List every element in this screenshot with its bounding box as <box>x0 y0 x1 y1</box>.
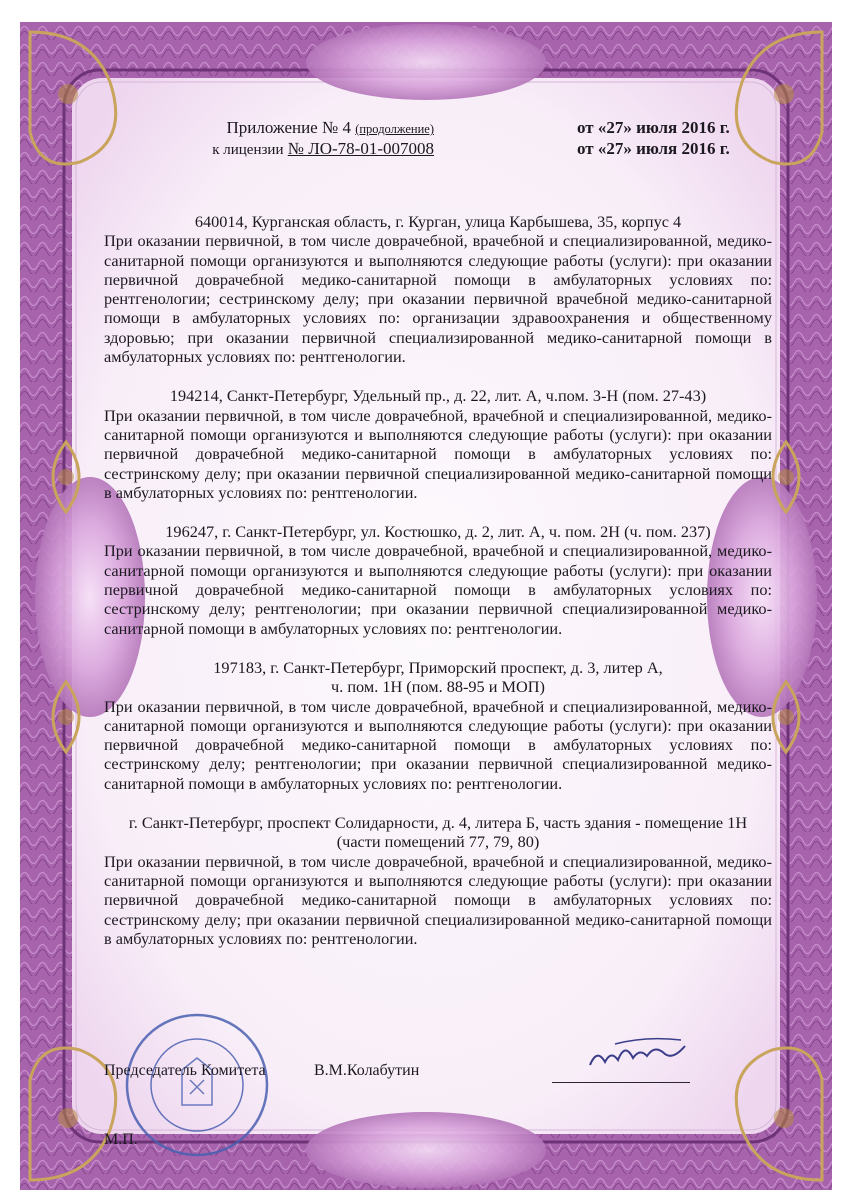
annex-note: (продолжение) <box>355 122 434 136</box>
official-stamp <box>122 1010 272 1160</box>
section-text: При оказании первичной, в том числе доврачебной, врачебной и специализированной, медико-санитарной помощи организуются и выполняются следующие работы (услуги): при оказании первичной доврачебной медико-санитарной помощи в амбулаторных условиях по: рентгенологии; сестринскому делу; при оказании первичной врачебной медико-санитарной помощи в амбулаторных условиях по: организации здравоохранения и общественному здоровью; при оказании первичной специализированной медико-санитарной помощи в амбулаторных условиях по: рентгенологии. <box>104 231 772 367</box>
section-5 <box>104 813 772 948</box>
section-2 <box>104 386 772 502</box>
section-address: 640014, Курганская область, г. Курган, улица Карбышева, 35, корпус 4 <box>194 212 682 231</box>
annex-date: от «27» июля 2016 г. <box>577 118 730 137</box>
seal-mark-label: М.П. <box>104 1131 138 1148</box>
signer-name: В.М.Колабутин <box>314 1062 420 1079</box>
license-header-row <box>104 139 772 160</box>
section-address: 197183, г. Санкт-Петербург, Приморский проспект, д. 3, литер А, <box>213 657 663 677</box>
document-body <box>104 118 772 948</box>
section-address: 196247, г. Санкт-Петербург, ул. Костюшко, д. 2, лит. А, ч. пом. 2Н (ч. пом. 237) <box>165 522 711 542</box>
signature-line <box>552 1082 690 1083</box>
section-address: г. Санкт-Петербург, проспект Солидарности, д. 4, литера Б, часть здания - помещение 1Н <box>128 813 748 833</box>
license-label: к лицензии <box>212 142 284 158</box>
section-address-line2: ч. пом. 1Н (пом. 88-95 и МОП) <box>331 677 545 697</box>
signature-row <box>104 1062 704 1080</box>
section-text: При оказании первичной, в том числе доврачебной, врачебной и специализированной, медико-санитарной помощи организуются и выполняются следующие работы (услуги): при оказании первичной доврачебной медико-санитарной помощи в амбулаторных условиях по: сестринскому делу; рентгенологии; при оказании первичной специализированной медико-санитарной помощи в амбулаторных условиях по: рентгенологии. <box>104 541 772 638</box>
section-4 <box>104 658 772 793</box>
section-1 <box>104 212 772 366</box>
section-text: При оказании первичной, в том числе доврачебной, врачебной и специализированной, медико-санитарной помощи организуются и выполняются следующие работы (услуги): при оказании первичной доврачебной медико-санитарной помощи в амбулаторных условиях по: сестринскому делу; при оказании первичной специализированной медико-санитарной помощи в амбулаторных условиях по: рентгенологии. <box>104 851 772 948</box>
section-address: 194214, Санкт-Петербург, Удельный пр., д. 22, лит. А, ч.пом. 3-Н (пом. 27-43) <box>169 386 707 406</box>
annex-label: Приложение № 4 <box>226 118 351 137</box>
license-date: от «27» июля 2016 г. <box>577 139 730 158</box>
section-3 <box>104 522 772 638</box>
section-address-line2: (части помещений 77, 79, 80) <box>336 832 540 852</box>
license-number: № ЛО-78-01-007008 <box>287 139 434 158</box>
section-text: При оказании первичной, в том числе доврачебной, врачебной и специализированной, медико-санитарной помощи организуются и выполняются следующие работы (услуги): при оказании первичной доврачебной медико-санитарной помощи в амбулаторных условиях по: сестринскому делу; рентгенологии; при оказании первичной специализированной медико-санитарной помощи в амбулаторных условиях по: рентгенологии. <box>104 696 772 793</box>
section-text: При оказании первичной, в том числе доврачебной, врачебной и специализированной, медико-санитарной помощи организуются и выполняются следующие работы (услуги): при оказании первичной доврачебной медико-санитарной помощи в амбулаторных условиях по: сестринскому делу; при оказании первичной специализированной медико-санитарной помощи в амбулаторных условиях по: рентгенологии. <box>104 405 772 502</box>
annex-header-row <box>104 118 772 139</box>
signer-position: Председатель Комитета <box>104 1062 266 1079</box>
